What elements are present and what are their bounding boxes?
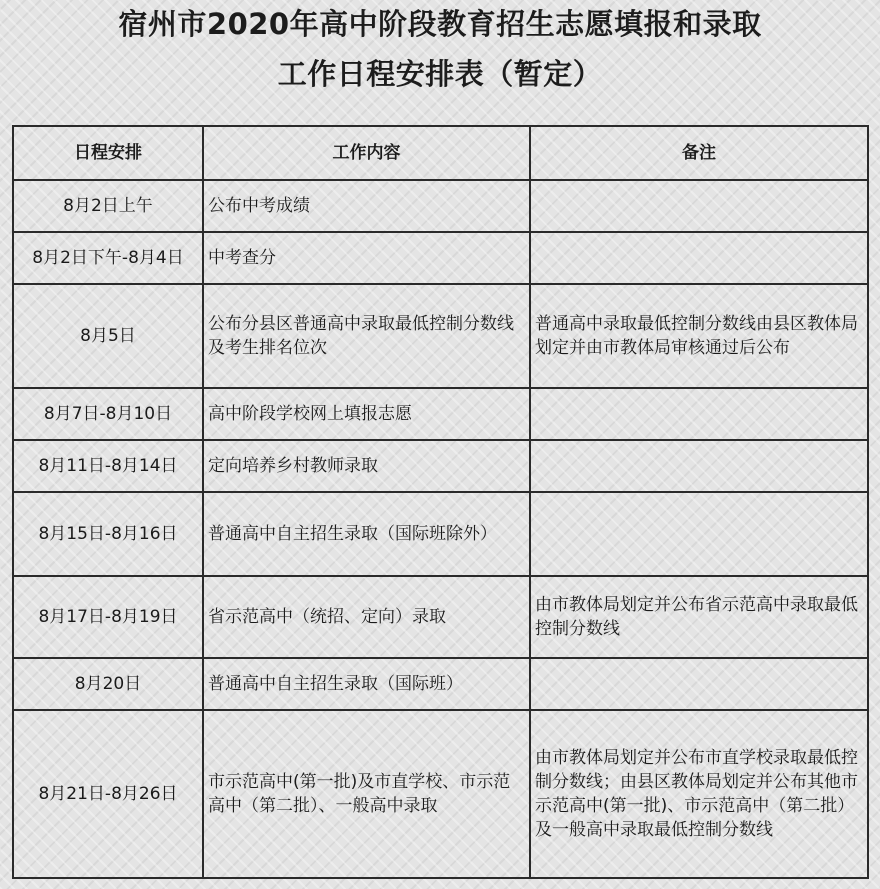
- table-row: [13, 658, 868, 710]
- row-date: 8月2日上午: [13, 180, 203, 232]
- table-row: [13, 284, 868, 388]
- row-date: 8月5日: [13, 284, 203, 388]
- row-date: 8月11日-8月14日: [13, 440, 203, 492]
- table-row: [13, 180, 868, 232]
- row-date: 8月15日-8月16日: [13, 492, 203, 576]
- row-note: [530, 180, 868, 232]
- header-content: 工作内容: [203, 126, 530, 180]
- document-title-line-2: 工作日程安排表（暂定）: [277, 57, 603, 91]
- row-date: 8月21日-8月26日: [13, 710, 203, 878]
- row-content: 中考查分: [203, 232, 530, 284]
- row-content: 定向培养乡村教师录取: [203, 440, 530, 492]
- row-note: [530, 492, 868, 576]
- table-row: [13, 440, 868, 492]
- row-date: 8月17日-8月19日: [13, 576, 203, 658]
- row-content: 省示范高中（统招、定向）录取: [203, 576, 530, 658]
- table-header-row: [13, 126, 868, 180]
- row-date: 8月2日下午-8月4日: [13, 232, 203, 284]
- row-note: 普通高中录取最低控制分数线由县区教体局划定并由市教体局审核通过后公布: [530, 284, 868, 388]
- row-content: 公布中考成绩: [203, 180, 530, 232]
- header-note: 备注: [530, 126, 868, 180]
- row-content: 普通高中自主招生录取（国际班）: [203, 658, 530, 710]
- row-note: 由市教体局划定并公布市直学校录取最低控制分数线；由县区教体局划定并公布其他市示范高中(第一批)、市示范高中（第二批）及一般高中录取最低控制分数线: [530, 710, 868, 878]
- row-note: [530, 232, 868, 284]
- table-row: [13, 710, 868, 878]
- row-note: [530, 658, 868, 710]
- row-content: 普通高中自主招生录取（国际班除外）: [203, 492, 530, 576]
- row-content: 公布分县区普通高中录取最低控制分数线及考生排名位次: [203, 284, 530, 388]
- row-note: [530, 440, 868, 492]
- table-row: [13, 492, 868, 576]
- table-row: [13, 576, 868, 658]
- row-note: [530, 388, 868, 440]
- row-content: 市示范高中(第一批)及市直学校、市示范高中（第二批）、一般高中录取: [203, 710, 530, 878]
- row-date: 8月7日-8月10日: [13, 388, 203, 440]
- table-row: [13, 232, 868, 284]
- document-title-line-1: 宿州市2020年高中阶段教育招生志愿填报和录取: [118, 7, 762, 41]
- row-note: 由市教体局划定并公布省示范高中录取最低控制分数线: [530, 576, 868, 658]
- header-schedule: 日程安排: [13, 126, 203, 180]
- row-date: 8月20日: [13, 658, 203, 710]
- row-content: 高中阶段学校网上填报志愿: [203, 388, 530, 440]
- schedule-table: [12, 125, 869, 879]
- table-row: [13, 388, 868, 440]
